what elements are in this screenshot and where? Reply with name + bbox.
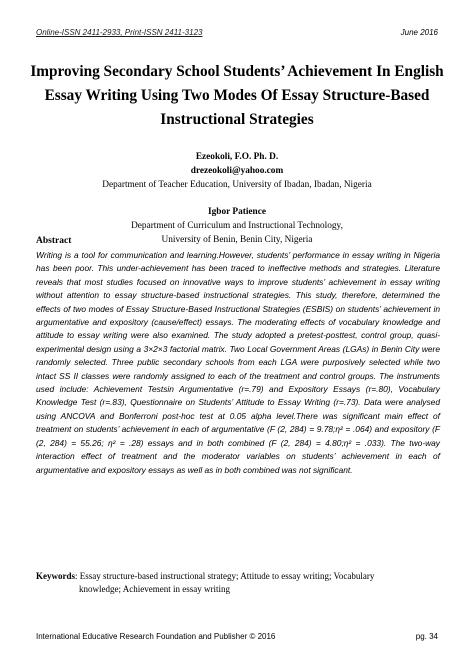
author-email[interactable]: drezeokoli@yahoo.com [190, 166, 284, 176]
issue-date: June 2016 [400, 28, 438, 37]
page-number: pg. 34 [415, 632, 438, 641]
author-block-2 [36, 205, 438, 247]
abstract-text-equation-1: argumentative (F (2, 284) = 9.78;η² = .064) and expository (F (2, 284) = 55.26; η² = .28) essays and in both [36, 424, 440, 448]
keywords-section [36, 570, 440, 596]
author-name: Igbor Patience [208, 207, 266, 217]
author-affiliation: Department of Teacher Education, University of Ibadan, Ibadan, Nigeria [102, 180, 372, 190]
author-block-1 [36, 150, 438, 192]
abstract-text-equation-2: combined (F (2, 284) = 4.80;η² = .033). The two-way interaction effect of treatment and the moderator variables on students’ achievement in each of argumentative and expository essays as well as in both combined was not significant. [36, 437, 440, 475]
paper-title: Improving Secondary School Students’ Achievement In English Essay Writing Using Two Modes Of Essay Structure-Based Instructional Strategies [30, 63, 444, 128]
author-affiliation-line1: Department of Curriculum and Instructional Technology, [131, 221, 343, 231]
keywords-line1: : Essay structure-based instructional strategy; Attitude to essay writing; Vocabulary [75, 571, 375, 581]
abstract-text-main: Writing is a tool for communication and learning.However, students’ performance in essay writing in Nigeria has been poor. This under-achievement has been traced to ineffective methods and strategies. Literature reveals that most studies focused on innovative ways to improve students’ achievement in essay writing without attention to essay structure-based instructional strategies. This study, therefore, determined the effects of two modes of Essay Structure-Based Instructional Strategies (ESBIS) on students’ achievement in argumentative and expository (cause/effect) essays. The moderating effects of vocabulary knowledge and attitude to essay writing were also examined. The study adopted a pretest-posttest, control group, quasi-experimental design using a 3×2×3 factorial matrix. Two Local Government Areas (LGAs) in Benin City were randomly selected. Three public secondary schools from each LGA were purposively selected while two intact SS II classes were randomly assigned to each of the treatment and control groups. The instruments used include: Achievement Testsin Argumentative (r=.79) and Expository Essays (r=.80), Vocabulary Knowledge Test (r=.83), Questionnaire on Students’ Attitude to Essay Writing (r=.73). Data were analysed using ANCOVA and Bonferroni post-hoc test at 0.05 alpha level.There was significant main effect of treatment on students’ achievement in each of [36, 250, 440, 435]
keywords-line2: knowledge; Achievement in essay writing [79, 584, 230, 594]
keywords-label: Keywords [36, 571, 75, 581]
author-name: Ezeokoli, F.O. Ph. D. [195, 152, 279, 162]
running-header [36, 28, 438, 40]
abstract-body [36, 249, 440, 477]
abstract-heading: Abstract [36, 236, 72, 246]
footer-publisher: International Educative Research Foundation and Publisher © 2016 [36, 632, 276, 641]
author-affiliation-line2: University of Benin, Benin City, Nigeria [161, 235, 313, 245]
journal-issn[interactable]: Online-ISSN 2411-2933, Print-ISSN 2411-3123 [36, 28, 203, 37]
